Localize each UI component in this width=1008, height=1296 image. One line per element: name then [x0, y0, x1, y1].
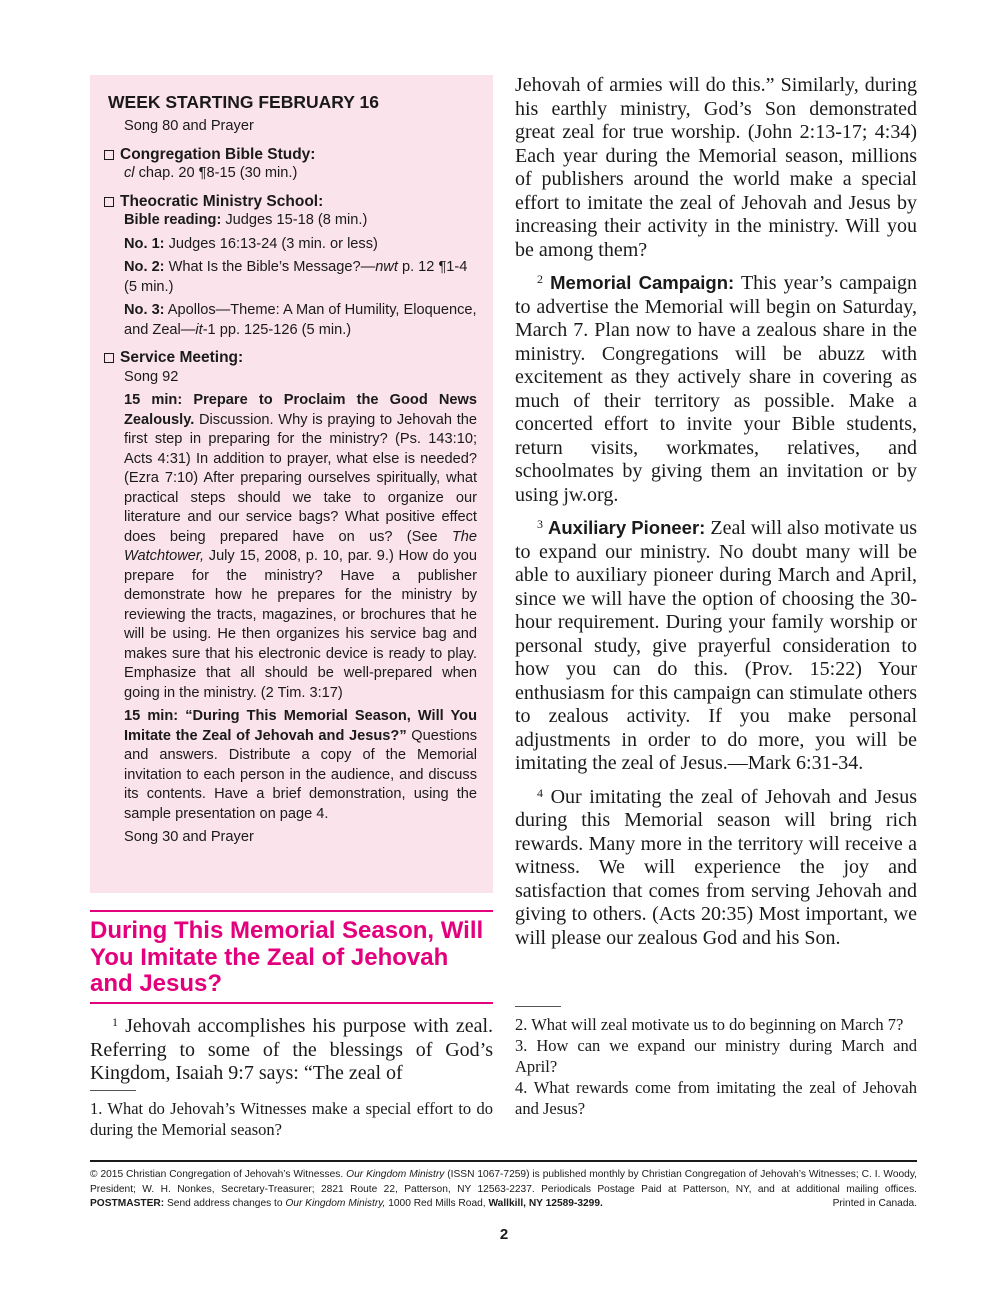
assignment-no2: No. 2: What Is the Bible’s Message?—nwt p. 12 ¶1-4 (5 min.): [124, 259, 468, 295]
congregation-bible-study-section: [104, 145, 477, 184]
ministry-school-section: [104, 192, 477, 341]
paragraph-1: $^1$ Jehovah accomplishes his purpose with zeal. Referring to some of the blessings of God’s Kingdom, Isaiah 9:7 says: “The zeal of: [90, 1015, 494, 1084]
question-4: 4. What rewards come from imitating the zeal of Jehovah and Jesus?: [515, 1078, 917, 1118]
sm-song: Song 92: [124, 368, 179, 385]
question-1: 1. What do Jehovah’s Witnesses make a special effort to do during the Memorial season?: [90, 1099, 493, 1139]
opening-song: Song 80 and Prayer: [124, 118, 254, 134]
paragraph-1-continued: Jehovah of armies will do this.” Similarly, during his earthly ministry, God’s Son demonstrated great zeal for true worship. (John 2:13-17; 4:34) Each year during the Memorial season, millions of publishers around the world make a special effort to imitate the zeal of Jehovah and Jesus by increasing their activity in the ministry. Will you be among them?: [515, 74, 917, 261]
title-rule-bottom: [90, 1002, 493, 1004]
right-column: [515, 74, 917, 956]
sm-heading: Service Meeting:: [120, 349, 244, 366]
question-3: 3. How can we expand our ministry during March and April?: [515, 1036, 917, 1076]
paragraph-3: $^3$ Auxiliary Pioneer: Zeal will also motivate us to expand our ministry. No doubt many will be able to auxiliary pioneer during March and April, since we will have the option of choosing the 30-hour requirement. During your family worship or personal study, give prayerful consideration to how you can do this. (Prov. 15:22) Your enthusiasm for this campaign can stimulate others to zealous activity. If you make personal adjustments in order to do more, you will be imitating the zeal of Jesus.—Mark 6:31-34.: [515, 517, 918, 774]
page-number: 2: [499, 1226, 509, 1243]
bible-reading: Bible reading: Judges 15-18 (8 min.): [124, 212, 368, 228]
question-2: 2. What will zeal motivate us to do beginning on March 7?: [515, 1015, 904, 1034]
paragraph-2: $^2$ Memorial Campaign: This year’s campaign to advertise the Memorial will begin on Saturday, March 7. Plan now to have a zealous share in the ministry. Congregations will be abuzz with excitement as they actively share in covering as much of their territory as possible. Make a concerted effort to invite your Bible students, return visits, workmates, relatives, and schoolmates by giving them an invitation or by using jw.org.: [515, 272, 918, 506]
week-heading: WEEK STARTING FEBRUARY 16: [108, 92, 379, 112]
assignment-no3: No. 3: Apollos—Theme: A Man of Humility, Eloquence, and Zeal—it-1 pp. 125-126 (5 min.): [124, 302, 477, 338]
checkbox-sm[interactable]: [104, 353, 114, 363]
service-meeting-section: [104, 348, 477, 848]
article-title: During This Memorial Season, Will You Imitate the Zeal of Jehovah and Jesus?: [90, 917, 484, 997]
question-divider: [515, 1006, 561, 1007]
closing-song: Song 30 and Prayer: [124, 829, 254, 845]
cbs-heading: Congregation Bible Study:: [120, 145, 316, 163]
questions-block: [515, 1014, 917, 1119]
paragraph-number: 1: [112, 1015, 118, 1029]
title-rule-top: [90, 910, 493, 912]
printed-in: Printed in Canada.: [832, 1198, 917, 1209]
checkbox-cbs[interactable]: [104, 150, 114, 160]
copyright-footer: © 2015 Christian Congregation of Jehovah’s Witnesses. Our Kingdom Ministry (ISSN 1067-7259) is published monthly by Christian Congregation of Jehovah’s Witnesses; C. I. Woody, President; W. H. Nonkes, Secretary-Treasurer; 2821 Route 22, Patterson, NY 12563-2237. Periodicals Postage Paid at Patterson, NY, and at additional mailing offices. POSTMASTER: Send address changes to Our Kingdom Ministry, 1000 Red Mills Road, Wallkill, NY 12589-3299. Printed in Canada.: [90, 1168, 917, 1212]
paragraph-4: $^4$ Our imitating the zeal of Jehovah and Jesus during this Memorial season will bring rich rewards. Many more in the territory will receive a witness. We will experience the joy and satisfaction that comes from serving Jehovah and giving to others. (Acts 20:35) Most important, we will please our zealous God and his Son.: [515, 785, 917, 949]
assignment-no1: No. 1: Judges 16:13-24 (3 min. or less): [124, 235, 378, 252]
schedule-box: [90, 75, 493, 893]
question-divider: [90, 1090, 136, 1091]
service-part-2: 15 min: “During This Memorial Season, Will You Imitate the Zeal of Jehovah and Jesus?” Questions and answers. Distribute a copy of the Memorial invitation to each person in the audience, and discuss its contents. Have a brief demonstration, using the sample presentation on page 4.: [124, 708, 478, 822]
footer-rule: [90, 1160, 917, 1162]
service-part-1: 15 min: Prepare to Proclaim the Good News Zealously. Discussion. Why is praying to Jehovah the first step in preparing for the ministry? (Ps. 143:10; Acts 4:31) In addition to prayer, what else is needed? (Ezra 7:10) After preparing ourselves spiritually, what practical steps should we take to organize our literature and our service bags? What positive effect does being prepared have on us? (See The Watchtower, July 15, 2008, p. 10, par. 9.) How do you prepare for the ministry? Have a publisher demonstrate how he prepares for the ministry by reviewing the tracts, magazines, or brochures that he will be using. He then organizes his service bag and makes sure that his electronic device is ready to play. Emphasize that all should be well-prepared when going in the ministry. (2 Tim. 3:17): [124, 392, 478, 701]
cbs-reference: cl chap. 20 ¶8-15 (30 min.): [124, 165, 298, 181]
tms-heading: Theocratic Ministry School:: [120, 192, 324, 210]
checkbox-tms[interactable]: [104, 197, 114, 207]
